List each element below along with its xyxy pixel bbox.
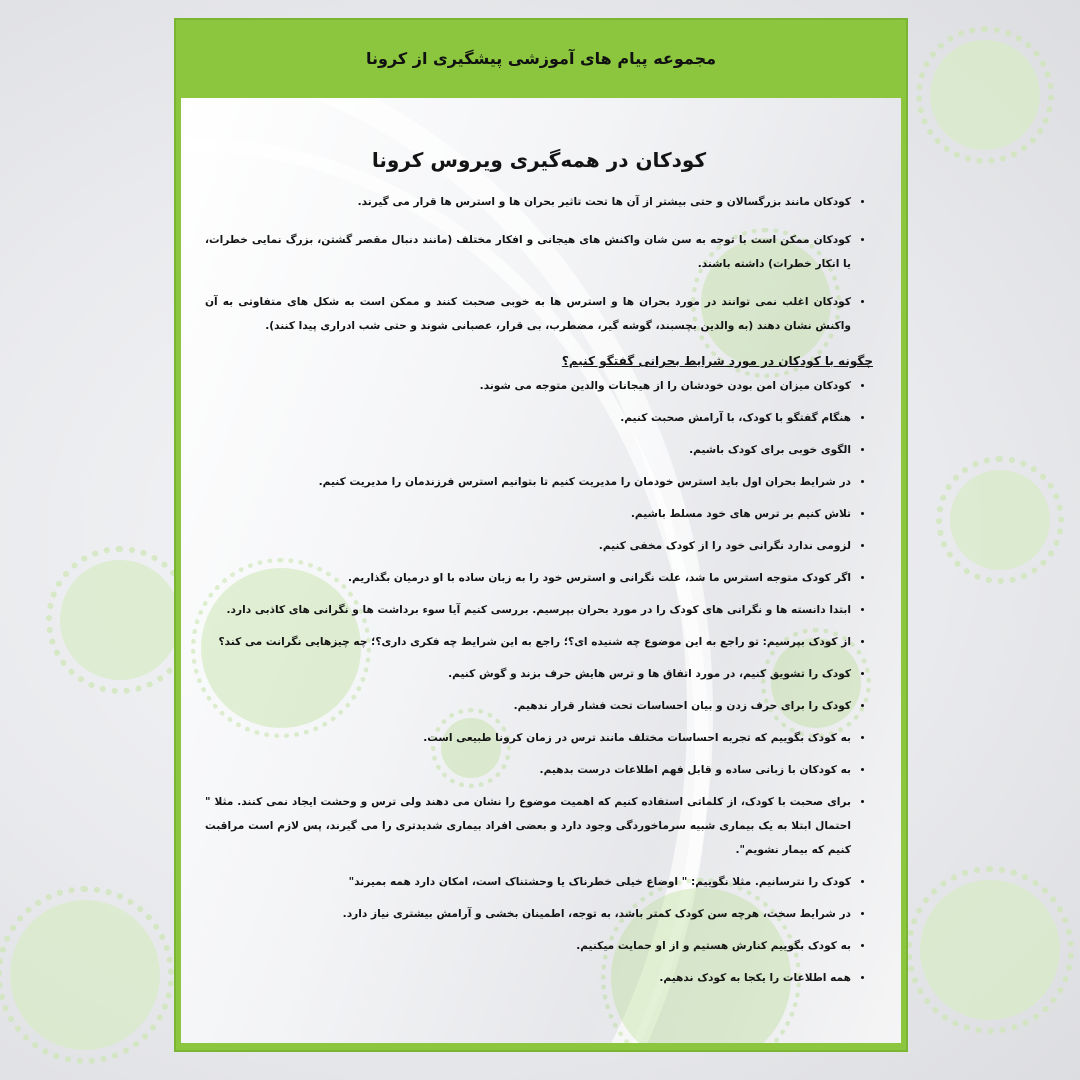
main-title: کودکان در همه‌گیری ویروس کرونا <box>371 148 707 172</box>
list-item: • کودکان اغلب نمی توانند در مورد بحران ها و استرس ها به خوبی صحبت کنند و ممکن است به شکل های متفاوتی به آن واکنش نشان دهند (به والدین بچسبند، گوشه گیر، مضطرب، بی قرار، عصبانی شوند و حتی شب ادراری پیدا کنند). <box>205 290 851 338</box>
list-item: • به کودکان با زبانی ساده و قابل فهم اطلاعات درست بدهیم. <box>205 758 851 782</box>
list-item: • در شرایط سخت، هرچه سن کودک کمتر باشد، به توجه، اطمینان بخشی و آرامش بیشتری نیاز دارد. <box>205 902 851 926</box>
intro-list <box>205 190 873 338</box>
list-item: • الگوی خوبی برای کودک باشیم. <box>205 438 851 462</box>
background-virus-icon <box>60 560 180 680</box>
tips-list <box>205 374 873 990</box>
list-item: • کودکان ممکن است با توجه به سن شان واکنش های هیجانی و افکار مختلف (مانند دنبال مقصر گشتن، بزرگ نمایی خطرات، یا انکار خطرات) داشته باشند. <box>205 228 851 276</box>
list-item: • به کودک بگوییم که تجربه احساسات مختلف مانند ترس در زمان کرونا طبیعی است. <box>205 726 851 750</box>
list-item: • کودک را نترسانیم. مثلا نگوییم: " اوضاع خیلی خطرناک یا وحشتناک است، امکان دارد همه بمیرند" <box>205 870 851 894</box>
list-item: • برای صحبت با کودک، از کلماتی استفاده کنیم که اهمیت موضوع را نشان می دهند ولی ترس و وحشت ایجاد نمی کنند. مثلا " احتمال ابتلا به یک بیماری شبیه سرماخوردگی وجود دارد و بعضی افراد بیماری شدیدتری را می گیرند، پس لازم است مراقبت کنیم که بیمار نشویم". <box>205 790 851 862</box>
list-item: • لزومی ندارد نگرانی خود را از کودک مخفی کنیم. <box>205 534 851 558</box>
list-item: • هنگام گفتگو با کودک، با آرامش صحبت کنیم. <box>205 406 851 430</box>
background-virus-icon <box>920 880 1060 1020</box>
poster-text <box>181 148 901 990</box>
list-item: • همه اطلاعات را یکجا به کودک ندهیم. <box>205 966 851 990</box>
background-virus-icon <box>950 470 1050 570</box>
list-item: • کودکان میزان امن بودن خودشان را از هیجانات والدین متوجه می شوند. <box>205 374 851 398</box>
list-item: • تلاش کنیم بر ترس های خود مسلط باشیم. <box>205 502 851 526</box>
list-item: • به کودک بگوییم کنارش هستیم و از او حمایت میکنیم. <box>205 934 851 958</box>
list-item: • ابتدا دانسته ها و نگرانی های کودک را در مورد بحران بپرسیم. بررسی کنیم آیا سوء برداشت ها و نگرانی های کاذبی دارد. <box>205 598 851 622</box>
poster-content <box>181 98 901 1043</box>
list-item: • اگر کودک متوجه استرس ما شد، علت نگرانی و استرس خود را به زبان ساده با او درمیان بگذاریم. <box>205 566 851 590</box>
header-title: مجموعه پیام های آموزشی پیشگیری از کرونا <box>365 48 717 68</box>
list-item: • کودک را تشویق کنیم، در مورد اتفاق ها و ترس هایش حرف بزند و گوش کنیم. <box>205 662 851 686</box>
poster-frame <box>174 18 908 1052</box>
section-subtitle: چگونه با کودکان در مورد شرایط بحرانی گفتگو کنیم؟ <box>561 354 873 368</box>
list-item: • در شرایط بحران اول باید استرس خودمان را مدیریت کنیم تا بتوانیم استرس فرزندمان را مدیریت کنیم. <box>205 470 851 494</box>
list-item: • کودکان مانند بزرگسالان و حتی بیشتر از آن ها تحت تاثیر بحران ها و استرس ها قرار می گیرند. <box>205 190 851 214</box>
poster-header <box>176 20 906 96</box>
list-item: • کودک را برای حرف زدن و بیان احساسات تحت فشار قرار ندهیم. <box>205 694 851 718</box>
background-virus-icon <box>930 40 1040 150</box>
background-virus-icon <box>10 900 160 1050</box>
list-item: • از کودک بپرسیم: تو راجع به این موضوع چه شنیده ای؟؛ راجع به این شرایط چه فکری داری؟؛ چه چیزهایی نگرانت می کند؟ <box>205 630 851 654</box>
